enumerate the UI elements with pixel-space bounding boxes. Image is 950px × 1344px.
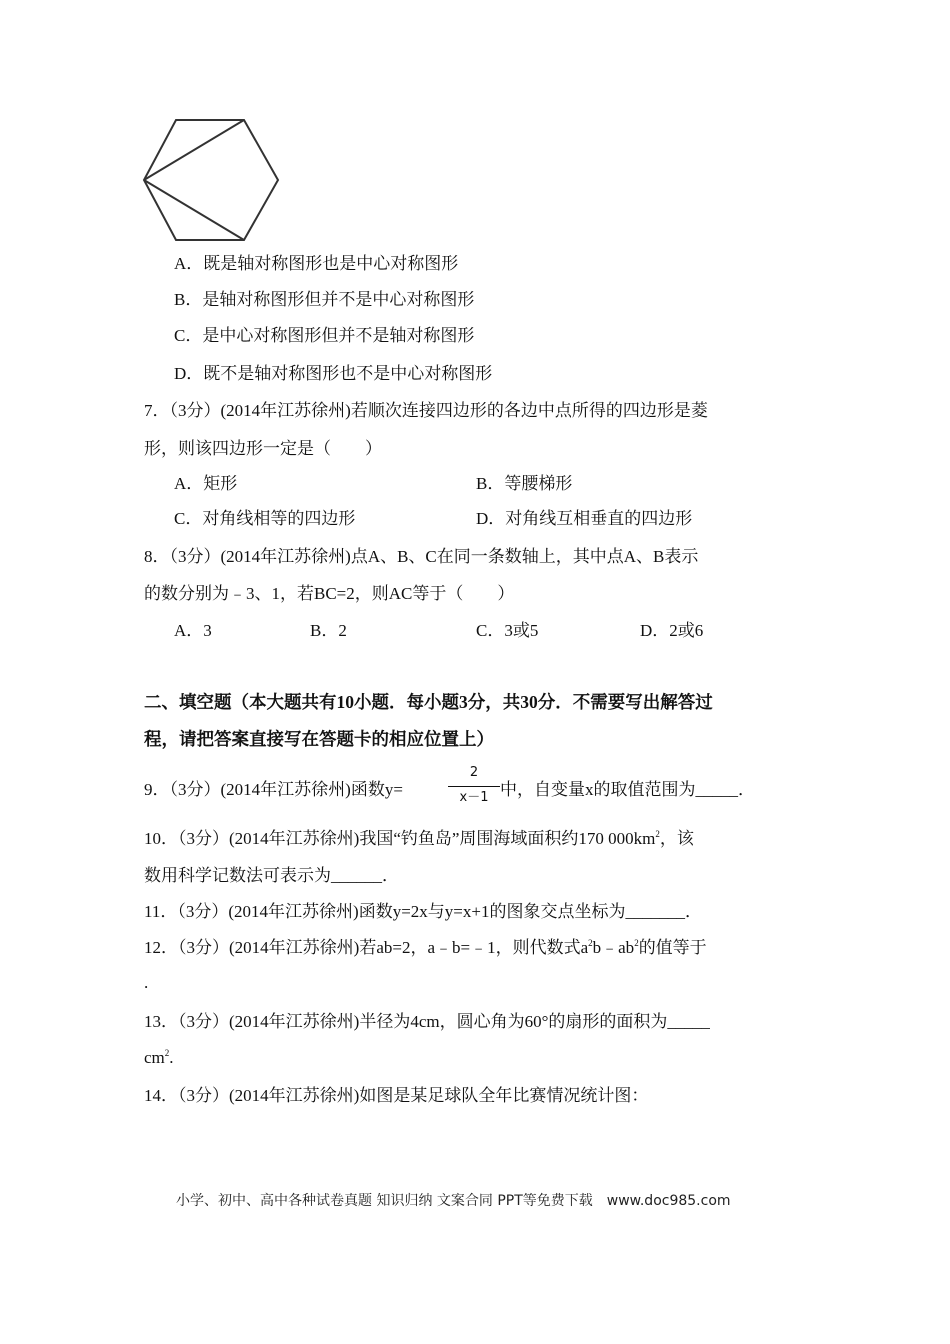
q12-text-c: 的值等于: [638, 938, 707, 957]
section2-heading-line1: 二、填空题（本大题共有10小题．每小题3分，共30分．不需要写出解答过: [144, 692, 713, 712]
q7-stem-line1: 7．（3分）(2014年江苏徐州)若顺次连接四边形的各边中点所得的四边形是菱: [144, 401, 708, 420]
hexagon-outline: [144, 120, 278, 240]
q7-option-c: C．对角线相等的四边形: [174, 509, 356, 528]
q6-option-c: C．是中心对称图形但并不是轴对称图形: [174, 326, 475, 345]
q9-fraction-denominator: x－1: [459, 790, 489, 805]
q10-end: ．: [382, 866, 399, 885]
q13-stem-line1: [144, 1013, 710, 1030]
q13-end: .: [169, 1048, 174, 1067]
q9-fraction-bar: [448, 786, 500, 787]
q8-stem-line2: 的数分别为﹣3、1，若BC=2，则AC等于（ ）: [144, 584, 515, 603]
q11-stem: [144, 903, 702, 920]
q8-option-a: A．3: [174, 621, 212, 640]
q13-stem-line2: [144, 1049, 174, 1066]
q7-stem-line2: 形，则该四边形一定是（ ）: [144, 439, 382, 458]
q13-unit: cm: [144, 1048, 165, 1067]
q12-stem-line2: .: [144, 973, 149, 992]
q12-text-a: 12．（3分）(2014年江苏徐州)若ab=2，a﹣b=﹣1，则代数式a: [144, 938, 589, 957]
section2-heading-line2: 程，请把答案直接写在答题卡的相应位置上）: [144, 729, 494, 749]
q10-text-b: ，该: [659, 829, 694, 848]
hexagon-figure: [140, 116, 282, 244]
q11-end: ．: [684, 902, 702, 921]
q10-answer-blank: ______: [331, 866, 382, 885]
q11-answer-blank: _______: [625, 902, 685, 921]
q9-answer-blank: _____: [695, 780, 738, 799]
q8-option-c: C．3或5: [476, 621, 539, 640]
q9-suffix: [500, 781, 755, 798]
q9-end: ．: [738, 780, 755, 799]
q6-option-a: A．既是轴对称图形也是中心对称图形: [174, 254, 459, 273]
q9-prefix: 9．（3分）(2014年江苏徐州)函数y=: [144, 780, 403, 799]
q10-superscript: 2: [655, 829, 660, 839]
q13-superscript: 2: [164, 1048, 170, 1058]
q12-superscript-2: 2: [634, 938, 639, 948]
q13-answer-blank: _____: [667, 1012, 710, 1031]
q13-text: 13．（3分）(2014年江苏徐州)半径为4cm，圆心角为60°的扇形的面积为: [144, 1012, 668, 1031]
q9-fraction-numerator: 2: [469, 765, 479, 780]
q7-option-a: A．矩形: [174, 474, 238, 493]
q10-stem-line2: [144, 867, 399, 884]
q14-stem: 14．（3分）(2014年江苏徐州)如图是某足球队全年比赛情况统计图：: [144, 1086, 649, 1105]
q12-superscript-1: 2: [588, 938, 593, 948]
q9-suffix-text: 中，自变量x的取值范围为: [500, 780, 696, 799]
q8-stem-line1: 8．（3分）(2014年江苏徐州)点A、B、C在同一条数轴上，其中点A、B表示: [144, 547, 699, 566]
page-footer: 小学、初中、高中各种试卷真题 知识归纳 文案合同 PPT等免费下载 www.doc985.com: [176, 1193, 731, 1209]
q10-line2-text: 数用科学记数法可表示为: [144, 866, 331, 885]
q11-text: 11．（3分）(2014年江苏徐州)函数y=2x与y=x+1的图象交点坐标为: [144, 902, 626, 921]
q10-stem-line1: [144, 830, 694, 847]
q10-text-a: 10．（3分）(2014年江苏徐州)我国“钓鱼岛”周围海域面积约170 000km: [144, 829, 656, 848]
q12-stem-line1: [144, 939, 707, 956]
q8-option-d: D．2或6: [640, 621, 704, 640]
q7-option-d: D．对角线互相垂直的四边形: [476, 509, 693, 528]
q12-text-b: b﹣ab: [592, 938, 635, 957]
q7-option-b: B．等腰梯形: [476, 474, 573, 493]
q6-option-d: D．既不是轴对称图形也不是中心对称图形: [174, 364, 493, 383]
q8-option-b: B．2: [310, 621, 347, 640]
q6-option-b: B．是轴对称图形但并不是中心对称图形: [174, 290, 475, 309]
